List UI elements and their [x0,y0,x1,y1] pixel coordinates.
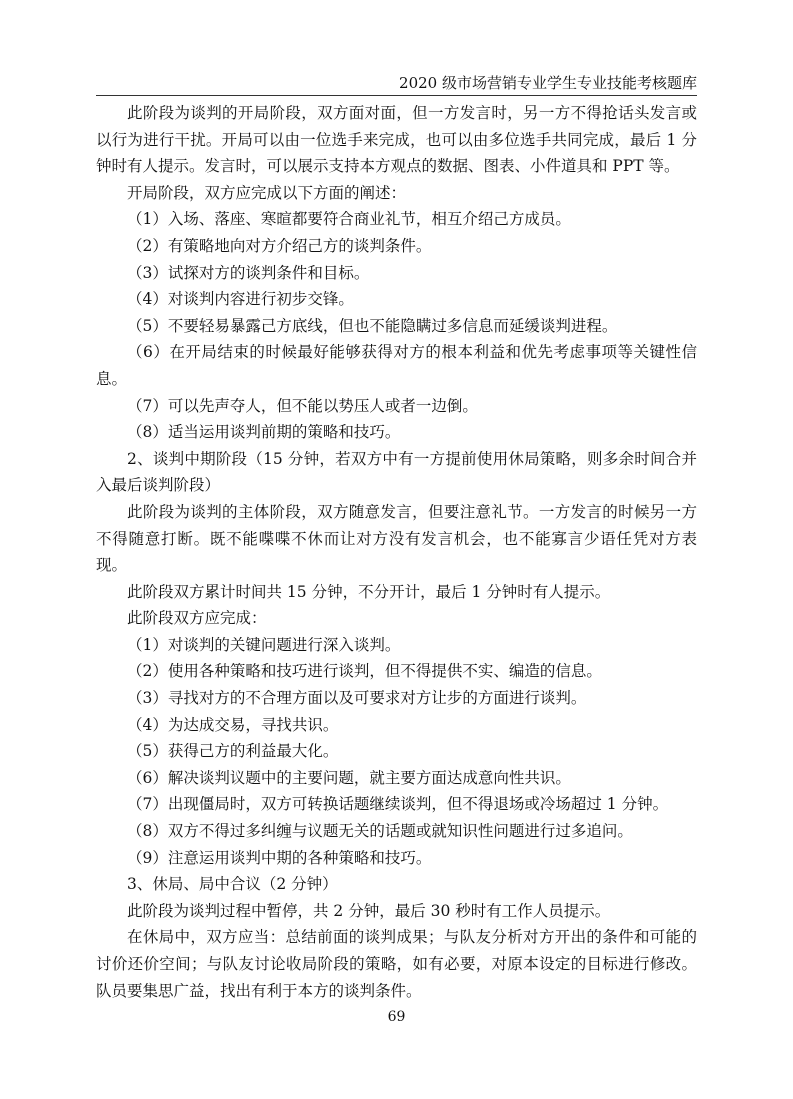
list-item: （5）不要轻易暴露己方底线，但也不能隐瞒过多信息而延缓谈判进程。 [127,316,618,335]
list-item: （6）在开局结束的时候最好能够获得对方的根本利益和优先考虑事项等关键性信息。 [96,343,697,388]
paragraph: 在休局中，双方应当：总结前面的谈判成果；与队友分析对方开出的条件和可能的讨价还价空间；与队友讨论收局阶段的策略，如有必要，对原本设定的目标进行修改。队员要集思广益，找出有利于本方的谈判条件。 [96,928,697,1000]
list-item: （7）出现僵局时，双方可转换话题继续谈判，但不得退场或冷场超过 1 分钟。 [127,795,669,814]
list-item: （7）可以先声夺人，但不能以势压人或者一边倒。 [127,396,478,415]
document-body [96,100,697,1004]
list-item: （2）使用各种策略和技巧进行谈判，但不得提供不实、编造的信息。 [127,662,602,681]
section-heading: 3、休局、局中合议（2 分钟） [127,875,338,894]
list-item: （3）寻找对方的不合理方面以及可要求对方让步的方面进行谈判。 [127,689,587,708]
list-item: （8）双方不得过多纠缠与议题无关的话题或就知识性问题进行过多追问。 [127,822,633,841]
paragraph: 此阶段双方累计时间共 15 分钟，不分开计，最后 1 分钟时有人提示。 [127,582,611,601]
paragraph: 此阶段为谈判的主体阶段，双方随意发言，但要注意礼节。一方发言的时候另一方不得随意打断。既不能喋喋不休而让对方没有发言机会，也不能寡言少语任凭对方表现。 [96,502,697,575]
paragraph: 此阶段为谈判过程中暂停，共 2 分钟，最后 30 秒时有工作人员提示。 [127,901,611,920]
page-number: 69 [387,1009,406,1025]
paragraph: 此阶段为谈判的开局阶段，双方面对面，但一方发言时，另一方不得抢话头发言或以行为进行干扰。开局可以由一位选手来完成，也可以由多位选手共同完成，最后 1 分钟时有人提示。发言时，可以展示支持本方观点的数据、图表、小件道具和 PPT 等。 [96,104,697,176]
list-item: （4）对谈判内容进行初步交锋。 [127,290,354,309]
list-item: （8）适当运用谈判前期的策略和技巧。 [127,423,401,442]
page-header: 2020 级市场营销专业学生专业技能考核题库 [96,72,697,96]
list-item: （1）入场、落座、寒暄都要符合商业礼节，相互介绍己方成员。 [127,210,571,229]
list-item: （2）有策略地向对方介绍己方的谈判条件。 [127,236,432,255]
paragraph: 开局阶段，双方应完成以下方面的阐述： [127,183,407,202]
list-item: （6）解决谈判议题中的主要问题，就主要方面达成意向性共识。 [127,768,571,787]
list-item: （5）获得己方的利益最大化。 [127,742,339,761]
paragraph: 此阶段双方应完成： [127,609,267,628]
section-heading: 2、谈判中期阶段（15 分钟，若双方中有一方提前使用休局策略，则多余时间合并入最后谈判阶段） [96,449,697,495]
list-item: （3）试探对方的谈判条件和目标。 [127,263,370,282]
list-item: （9）注意运用谈判中期的各种策略和技巧。 [127,848,432,867]
list-item: （4）为达成交易，寻找共识。 [127,715,339,734]
list-item: （1）对谈判的关键问题进行深入谈判。 [127,635,401,654]
